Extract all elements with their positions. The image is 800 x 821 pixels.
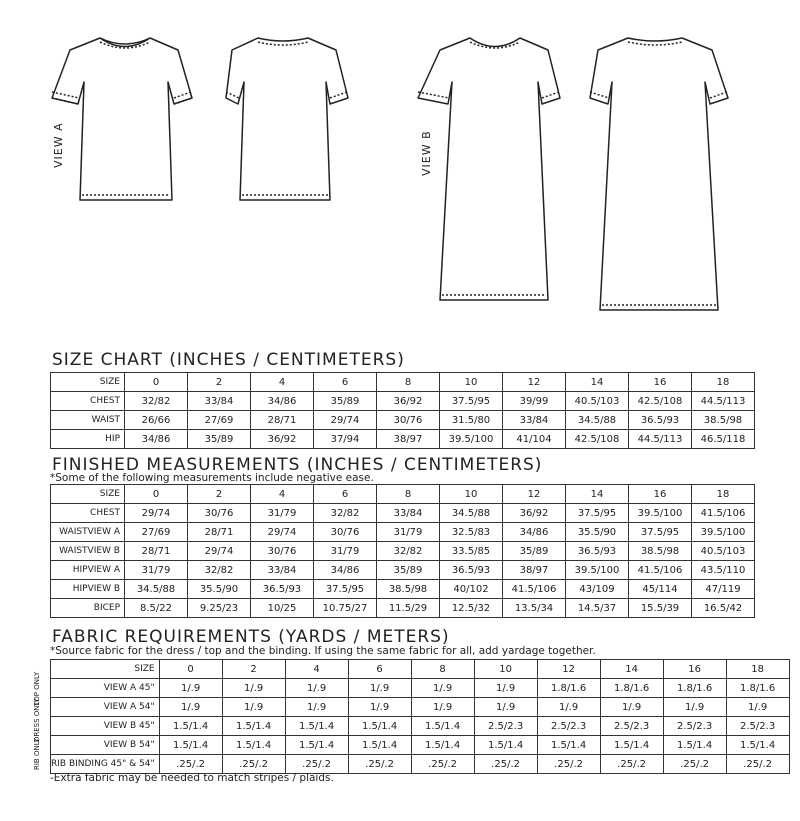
table-cell: .25/.2 bbox=[663, 755, 726, 774]
table-cell: 29/74 bbox=[314, 411, 377, 430]
table-cell: 2.5/2.3 bbox=[474, 717, 537, 736]
table-cell: 39/99 bbox=[503, 392, 566, 411]
table-cell: 36.5/93 bbox=[566, 542, 629, 561]
table-cell: 34/86 bbox=[503, 523, 566, 542]
table-cell: 1.5/1.4 bbox=[600, 736, 663, 755]
table-cell: 8.5/22 bbox=[125, 599, 188, 618]
table-cell: 1.5/1.4 bbox=[411, 736, 474, 755]
table-cell: 10 bbox=[440, 485, 503, 504]
table-cell: 1.5/1.4 bbox=[348, 736, 411, 755]
side-label-dress-only: DRESS ONLY bbox=[33, 698, 41, 742]
table-cell: 8 bbox=[411, 660, 474, 679]
table-cell: 39.5/100 bbox=[629, 504, 692, 523]
fabric-footer-note: -Extra fabric may be needed to match stripes / plaids. bbox=[50, 772, 334, 784]
table-cell: 1/.9 bbox=[411, 698, 474, 717]
table-cell: 1.5/1.4 bbox=[537, 736, 600, 755]
table-cell: 10 bbox=[474, 660, 537, 679]
table-header-row bbox=[51, 373, 755, 392]
table-cell: 6 bbox=[314, 485, 377, 504]
table-cell: 42.5/108 bbox=[566, 430, 629, 449]
table-cell: 1/.9 bbox=[663, 698, 726, 717]
row-label-cell: VIEW A 54" bbox=[51, 698, 160, 717]
table-cell: 32/82 bbox=[188, 561, 251, 580]
view-a-label: VIEW A bbox=[52, 122, 65, 168]
table-cell: 14 bbox=[600, 660, 663, 679]
table-row bbox=[51, 504, 755, 523]
table-row bbox=[51, 717, 790, 736]
table-cell: 39.5/100 bbox=[440, 430, 503, 449]
table-cell: 1/.9 bbox=[285, 698, 348, 717]
table-cell: 45/114 bbox=[629, 580, 692, 599]
table-cell: 1/.9 bbox=[411, 679, 474, 698]
row-label-cell: WAIST bbox=[51, 411, 125, 430]
table-cell: 16 bbox=[629, 485, 692, 504]
table-cell: 37/94 bbox=[314, 430, 377, 449]
row-label-cell: HIPVIEW B bbox=[51, 580, 125, 599]
row-label-cell: VIEW A 45" bbox=[51, 679, 160, 698]
table-cell: 33/84 bbox=[503, 411, 566, 430]
table-cell: 47/119 bbox=[692, 580, 755, 599]
table-cell: 1.5/1.4 bbox=[159, 717, 222, 736]
table-cell: 4 bbox=[285, 660, 348, 679]
table-cell: 8 bbox=[377, 485, 440, 504]
table-cell: 33/84 bbox=[377, 504, 440, 523]
table-cell: 12 bbox=[503, 373, 566, 392]
table-cell: 1.5/1.4 bbox=[222, 717, 285, 736]
table-cell: 1/.9 bbox=[600, 698, 663, 717]
table-cell: 12 bbox=[537, 660, 600, 679]
table-cell: .25/.2 bbox=[285, 755, 348, 774]
table-cell: 36/92 bbox=[251, 430, 314, 449]
table-cell: 46.5/118 bbox=[692, 430, 755, 449]
table-header-row bbox=[51, 660, 790, 679]
view-a-back-tee-illustration bbox=[226, 38, 348, 200]
table-cell: 39.5/100 bbox=[566, 561, 629, 580]
table-cell: 38/97 bbox=[503, 561, 566, 580]
table-cell: 41.5/106 bbox=[629, 561, 692, 580]
table-cell: 35/89 bbox=[188, 430, 251, 449]
row-label-cell: WAISTVIEW B bbox=[51, 542, 125, 561]
table-cell: 1.5/1.4 bbox=[222, 736, 285, 755]
table-cell: 44.5/113 bbox=[692, 392, 755, 411]
table-cell: 4 bbox=[251, 485, 314, 504]
table-cell: 40.5/103 bbox=[692, 542, 755, 561]
table-cell: 1/.9 bbox=[159, 679, 222, 698]
view-b-back-dress-illustration bbox=[590, 38, 728, 310]
table-cell: 30/76 bbox=[188, 504, 251, 523]
table-cell: 37.5/95 bbox=[314, 580, 377, 599]
table-cell: 36/92 bbox=[377, 392, 440, 411]
table-cell: .25/.2 bbox=[600, 755, 663, 774]
row-label-cell: HIP bbox=[51, 430, 125, 449]
table-cell: 6 bbox=[348, 660, 411, 679]
table-cell: 37.5/95 bbox=[440, 392, 503, 411]
table-cell: 28/71 bbox=[125, 542, 188, 561]
table-cell: 18 bbox=[726, 660, 789, 679]
table-cell: 11.5/29 bbox=[377, 599, 440, 618]
table-cell: 41.5/106 bbox=[503, 580, 566, 599]
table-cell: 1.5/1.4 bbox=[411, 717, 474, 736]
table-cell: 30/76 bbox=[314, 523, 377, 542]
table-cell: 1/.9 bbox=[222, 679, 285, 698]
table-cell: 35.5/90 bbox=[566, 523, 629, 542]
table-cell: 40/102 bbox=[440, 580, 503, 599]
table-cell: 43/109 bbox=[566, 580, 629, 599]
table-cell: 2.5/2.3 bbox=[663, 717, 726, 736]
table-cell: 1.5/1.4 bbox=[726, 736, 789, 755]
table-row bbox=[51, 736, 790, 755]
table-cell: .25/.2 bbox=[222, 755, 285, 774]
table-cell: 1.5/1.4 bbox=[285, 736, 348, 755]
table-cell: 6 bbox=[314, 373, 377, 392]
fabric-requirements-note: *Source fabric for the dress / top and the binding. If using the same fabric for all, add yardage together. bbox=[50, 645, 596, 657]
fabric-requirements-title: FABRIC REQUIREMENTS (YARDS / METERS) bbox=[52, 627, 450, 647]
table-row bbox=[51, 679, 790, 698]
table-cell: 27/69 bbox=[188, 411, 251, 430]
table-cell: 18 bbox=[692, 485, 755, 504]
table-cell: 34/86 bbox=[314, 561, 377, 580]
side-label-rib-only: RIB ONLY bbox=[33, 738, 41, 770]
table-cell: 1/.9 bbox=[474, 698, 537, 717]
size-chart-title: SIZE CHART (INCHES / CENTIMETERS) bbox=[52, 350, 405, 370]
table-cell: 31/79 bbox=[125, 561, 188, 580]
table-cell: 0 bbox=[125, 485, 188, 504]
table-cell: 32/82 bbox=[314, 504, 377, 523]
table-cell: 28/71 bbox=[251, 411, 314, 430]
table-cell: 35/89 bbox=[377, 561, 440, 580]
table-cell: 36.5/93 bbox=[440, 561, 503, 580]
table-row bbox=[51, 599, 755, 618]
table-cell: 35.5/90 bbox=[188, 580, 251, 599]
table-cell: 28/71 bbox=[188, 523, 251, 542]
table-cell: 2.5/2.3 bbox=[537, 717, 600, 736]
table-cell: 1.5/1.4 bbox=[159, 736, 222, 755]
table-row bbox=[51, 755, 790, 774]
table-cell: 1.5/1.4 bbox=[348, 717, 411, 736]
table-cell: 13.5/34 bbox=[503, 599, 566, 618]
table-cell: 4 bbox=[251, 373, 314, 392]
table-cell: 2 bbox=[188, 373, 251, 392]
table-row bbox=[51, 580, 755, 599]
table-cell: 9.25/23 bbox=[188, 599, 251, 618]
table-row bbox=[51, 392, 755, 411]
row-label-cell: VIEW B 54" bbox=[51, 736, 160, 755]
finished-measurements-table bbox=[50, 484, 755, 618]
table-cell: 0 bbox=[159, 660, 222, 679]
table-cell: 38.5/98 bbox=[629, 542, 692, 561]
row-label-cell: BICEP bbox=[51, 599, 125, 618]
table-cell: 8 bbox=[377, 373, 440, 392]
table-cell: 1/.9 bbox=[348, 679, 411, 698]
table-cell: 31.5/80 bbox=[440, 411, 503, 430]
table-cell: 32/82 bbox=[377, 542, 440, 561]
table-cell: 1/.9 bbox=[222, 698, 285, 717]
table-cell: 38.5/98 bbox=[692, 411, 755, 430]
table-cell: 16.5/42 bbox=[692, 599, 755, 618]
table-cell: 34.5/88 bbox=[566, 411, 629, 430]
table-cell: 42.5/108 bbox=[629, 392, 692, 411]
table-cell: 39.5/100 bbox=[692, 523, 755, 542]
table-cell: 29/74 bbox=[125, 504, 188, 523]
table-cell: .25/.2 bbox=[159, 755, 222, 774]
finished-measurements-title: FINISHED MEASUREMENTS (INCHES / CENTIMETERS) bbox=[52, 455, 543, 475]
table-cell: 33.5/85 bbox=[440, 542, 503, 561]
table-cell: 31/79 bbox=[251, 504, 314, 523]
table-cell: 29/74 bbox=[188, 542, 251, 561]
view-a-front-tee-illustration bbox=[52, 38, 192, 200]
fabric-requirements-table bbox=[50, 659, 790, 774]
table-cell: 1.5/1.4 bbox=[474, 736, 537, 755]
table-cell: 34/86 bbox=[125, 430, 188, 449]
table-cell: .25/.2 bbox=[474, 755, 537, 774]
table-cell: 10.75/27 bbox=[314, 599, 377, 618]
table-cell: 36/92 bbox=[503, 504, 566, 523]
table-cell: 1.8/1.6 bbox=[726, 679, 789, 698]
table-cell: 14 bbox=[566, 373, 629, 392]
table-cell: 34.5/88 bbox=[440, 504, 503, 523]
table-cell: .25/.2 bbox=[411, 755, 474, 774]
row-label-cell: SIZE bbox=[51, 485, 125, 504]
row-label-cell: RIB BINDING 45" & 54" bbox=[51, 755, 160, 774]
table-cell: 32/82 bbox=[125, 392, 188, 411]
row-label-cell: CHEST bbox=[51, 392, 125, 411]
table-cell: 1.8/1.6 bbox=[600, 679, 663, 698]
table-row bbox=[51, 411, 755, 430]
table-cell: 1.5/1.4 bbox=[285, 717, 348, 736]
table-cell: 34/86 bbox=[251, 392, 314, 411]
table-cell: 35/89 bbox=[314, 392, 377, 411]
table-cell: 33/84 bbox=[251, 561, 314, 580]
table-cell: 36.5/93 bbox=[251, 580, 314, 599]
side-label-top-only: TOP ONLY bbox=[33, 671, 41, 706]
table-cell: 1/.9 bbox=[537, 698, 600, 717]
table-cell: 10/25 bbox=[251, 599, 314, 618]
table-cell: 35/89 bbox=[503, 542, 566, 561]
row-label-cell: VIEW B 45" bbox=[51, 717, 160, 736]
table-cell: 38.5/98 bbox=[377, 580, 440, 599]
table-cell: 37.5/95 bbox=[629, 523, 692, 542]
row-label-cell: WAISTVIEW A bbox=[51, 523, 125, 542]
table-cell: 26/66 bbox=[125, 411, 188, 430]
table-cell: 30/76 bbox=[377, 411, 440, 430]
table-cell: 1/.9 bbox=[726, 698, 789, 717]
table-cell: 18 bbox=[692, 373, 755, 392]
table-cell: 1.8/1.6 bbox=[663, 679, 726, 698]
table-cell: 15.5/39 bbox=[629, 599, 692, 618]
table-cell: 2.5/2.3 bbox=[726, 717, 789, 736]
table-cell: 2 bbox=[188, 485, 251, 504]
table-cell: 30/76 bbox=[251, 542, 314, 561]
table-cell: 36.5/93 bbox=[629, 411, 692, 430]
table-cell: 14 bbox=[566, 485, 629, 504]
table-cell: 32.5/83 bbox=[440, 523, 503, 542]
table-cell: 1.5/1.4 bbox=[663, 736, 726, 755]
table-cell: 38/97 bbox=[377, 430, 440, 449]
table-cell: 14.5/37 bbox=[566, 599, 629, 618]
row-label-cell: HIPVIEW A bbox=[51, 561, 125, 580]
table-row bbox=[51, 542, 755, 561]
row-label-cell: SIZE bbox=[51, 373, 125, 392]
table-cell: 10 bbox=[440, 373, 503, 392]
table-cell: 1/.9 bbox=[285, 679, 348, 698]
table-cell: 2.5/2.3 bbox=[600, 717, 663, 736]
table-cell: .25/.2 bbox=[726, 755, 789, 774]
table-cell: 16 bbox=[663, 660, 726, 679]
table-cell: 1/.9 bbox=[474, 679, 537, 698]
table-row bbox=[51, 561, 755, 580]
table-cell: 41.5/106 bbox=[692, 504, 755, 523]
view-b-label: VIEW B bbox=[420, 130, 433, 176]
table-cell: 2 bbox=[222, 660, 285, 679]
table-cell: 40.5/103 bbox=[566, 392, 629, 411]
table-header-row bbox=[51, 485, 755, 504]
table-cell: .25/.2 bbox=[348, 755, 411, 774]
table-row bbox=[51, 698, 790, 717]
table-cell: 43.5/110 bbox=[692, 561, 755, 580]
size-chart-table bbox=[50, 372, 755, 449]
table-cell: 16 bbox=[629, 373, 692, 392]
table-cell: 41/104 bbox=[503, 430, 566, 449]
table-cell: 12 bbox=[503, 485, 566, 504]
table-cell: 0 bbox=[125, 373, 188, 392]
table-cell: 33/84 bbox=[188, 392, 251, 411]
table-row bbox=[51, 430, 755, 449]
table-cell: 12.5/32 bbox=[440, 599, 503, 618]
table-row bbox=[51, 523, 755, 542]
table-cell: 1/.9 bbox=[348, 698, 411, 717]
table-cell: 29/74 bbox=[251, 523, 314, 542]
table-cell: 31/79 bbox=[377, 523, 440, 542]
table-cell: 27/69 bbox=[125, 523, 188, 542]
table-cell: .25/.2 bbox=[537, 755, 600, 774]
table-cell: 37.5/95 bbox=[566, 504, 629, 523]
finished-measurements-note: *Some of the following measurements include negative ease. bbox=[50, 472, 374, 484]
row-label-cell: CHEST bbox=[51, 504, 125, 523]
table-cell: 1.8/1.6 bbox=[537, 679, 600, 698]
garment-illustrations bbox=[0, 0, 800, 345]
view-b-front-dress-illustration bbox=[418, 38, 560, 300]
row-label-cell: SIZE bbox=[51, 660, 160, 679]
table-cell: 1/.9 bbox=[159, 698, 222, 717]
table-cell: 34.5/88 bbox=[125, 580, 188, 599]
table-cell: 31/79 bbox=[314, 542, 377, 561]
table-cell: 44.5/113 bbox=[629, 430, 692, 449]
